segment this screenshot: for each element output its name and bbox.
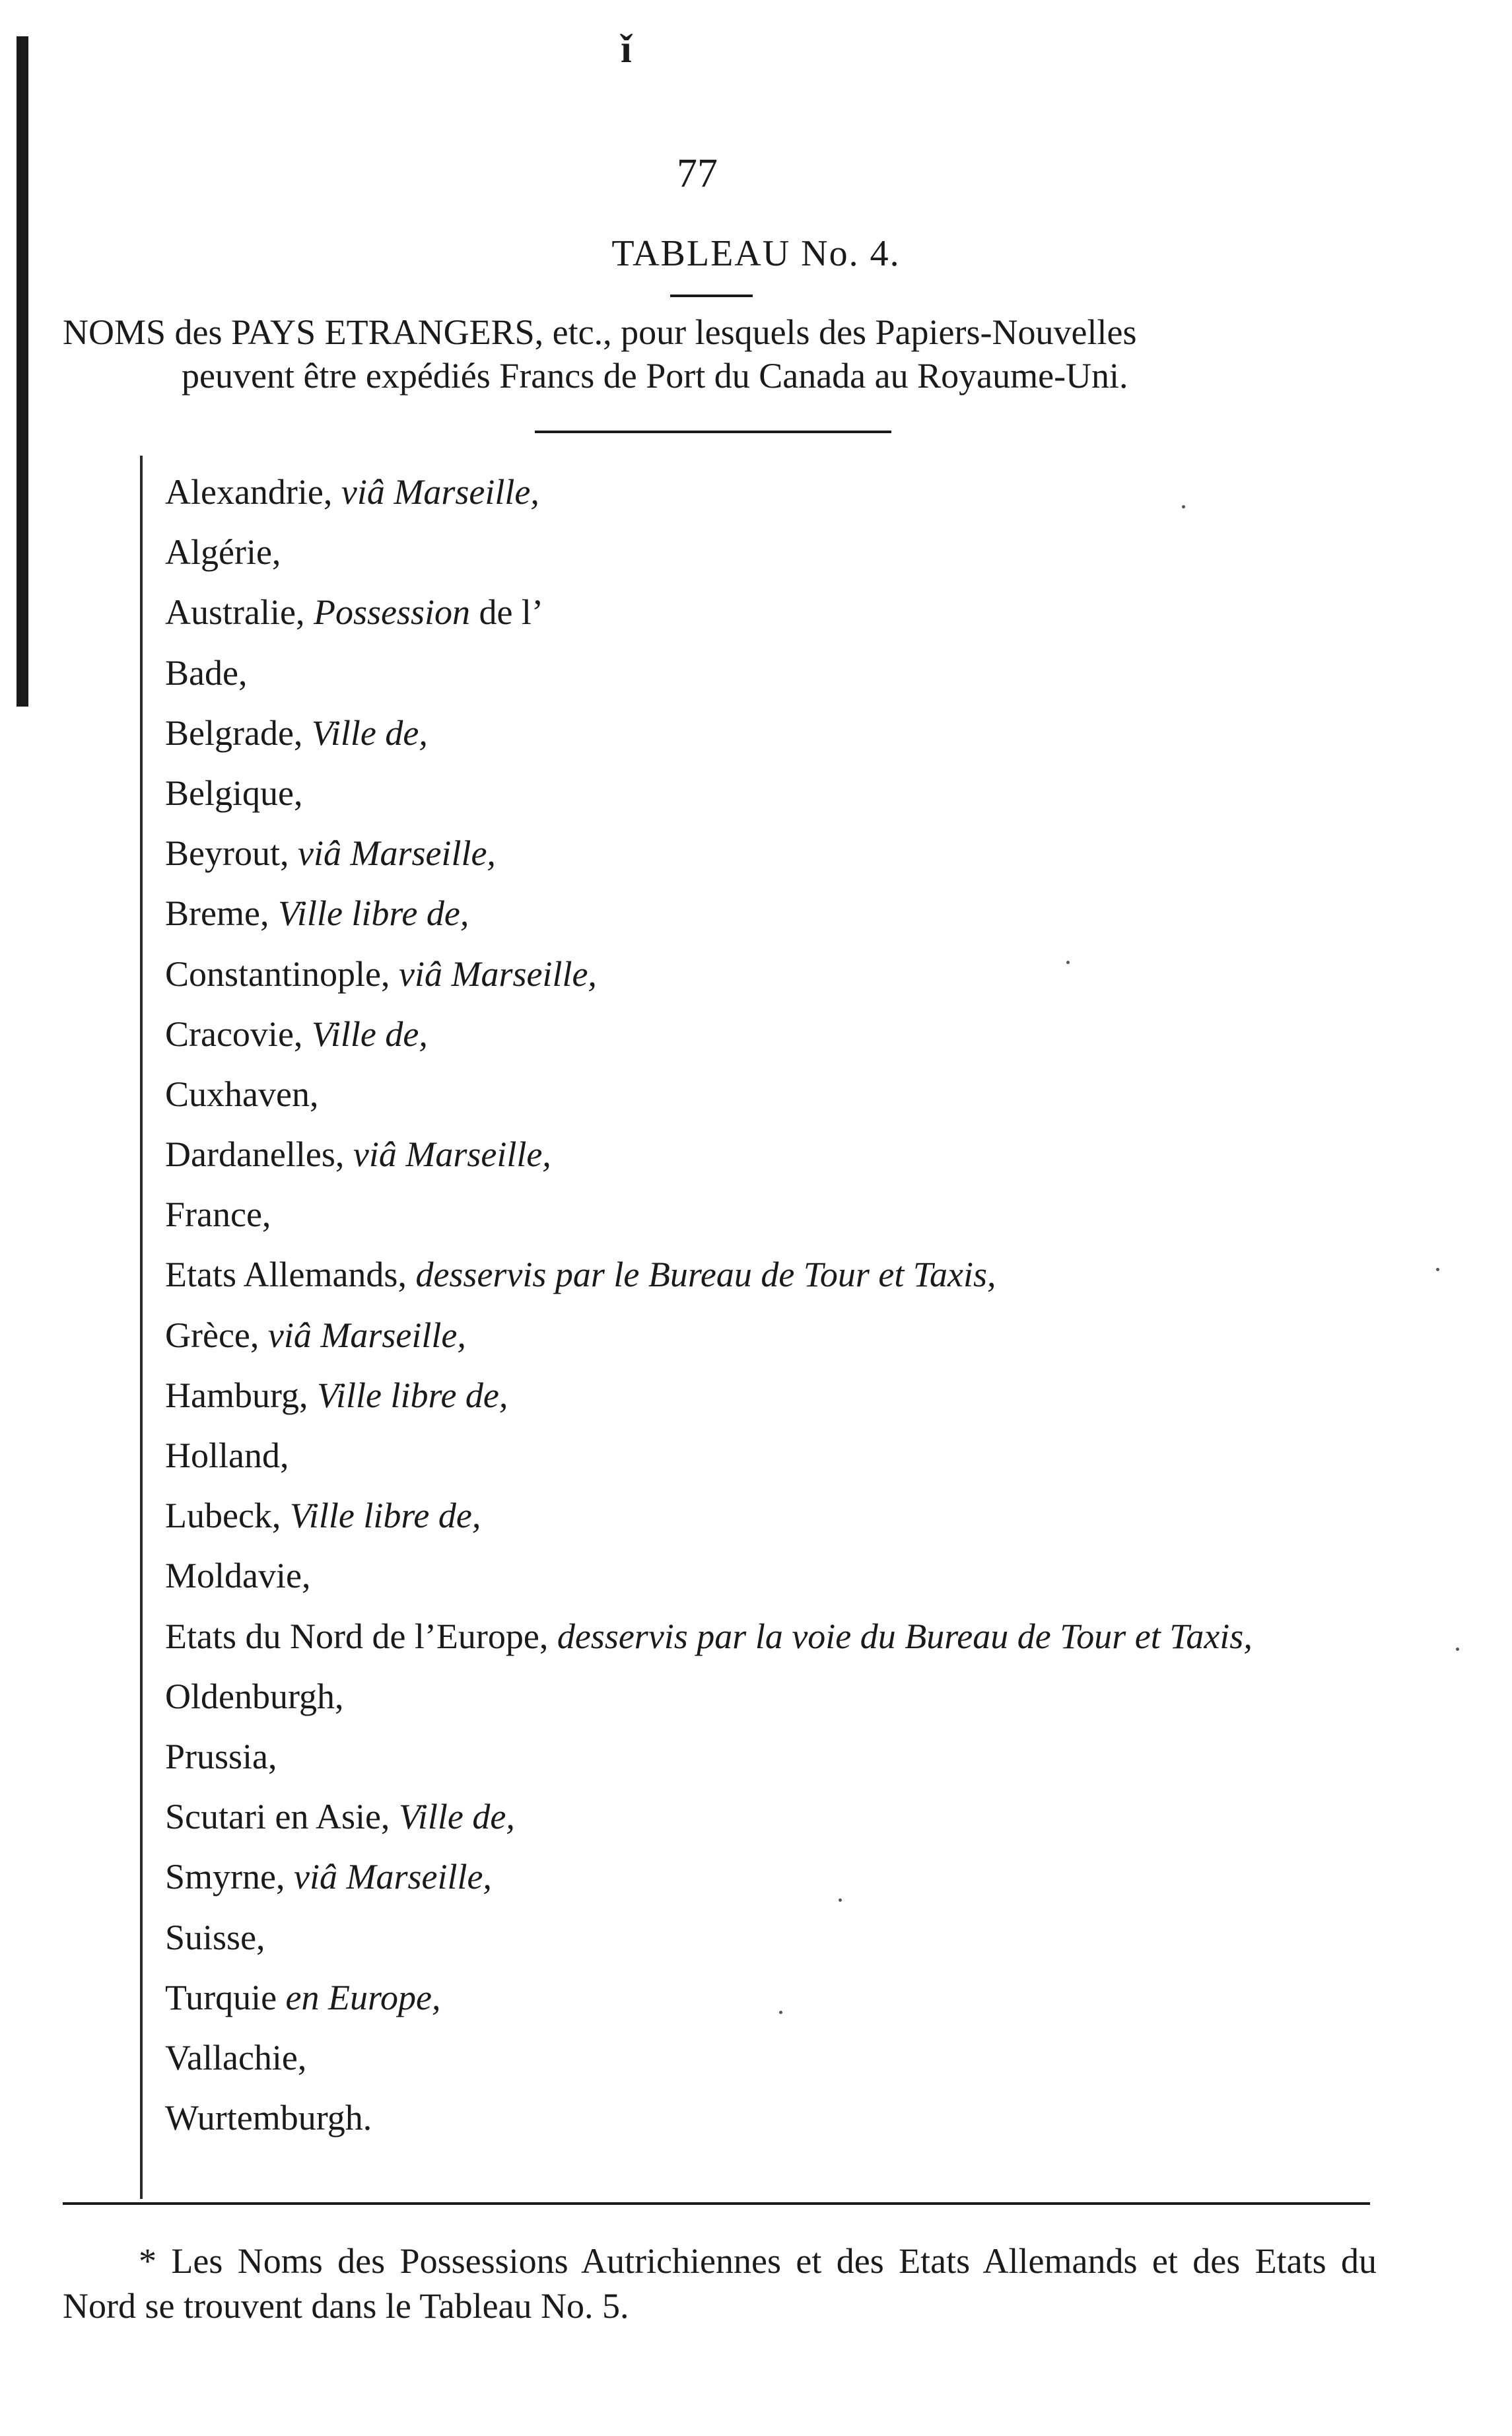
country-entry (165, 643, 1253, 703)
country-note: viâ Marseille, (267, 1315, 466, 1355)
country-entry (165, 1185, 1253, 1245)
country-note: viâ Marseille, (341, 472, 539, 512)
country-name: Scutari en Asie, (165, 1797, 390, 1837)
country-name: Cuxhaven, (165, 1074, 319, 1114)
page-number: 77 (677, 151, 718, 196)
country-note: Ville de, (311, 1014, 428, 1054)
bottom-rule (63, 2202, 1370, 2205)
country-name: Dardanelles, (165, 1134, 345, 1175)
country-entry (165, 1667, 1253, 1727)
table-title: TABLEAU No. 4. (611, 233, 901, 274)
country-entry (165, 1245, 1253, 1305)
country-name: Moldavie, (165, 1556, 311, 1596)
footnote: * Les Noms des Possessions Autrichiennes et des Etats Allemands et des Etats du Nord se trouvent dans le Tableau No. 5. (63, 2241, 1377, 2326)
country-note: Ville de, (311, 713, 428, 753)
country-name: Beyrout, (165, 833, 289, 874)
country-entry (165, 1004, 1253, 1064)
country-name: Turquie (165, 1977, 277, 2017)
country-entry (165, 2028, 1253, 2088)
country-entry (165, 1787, 1253, 1847)
country-note: viâ Marseille, (398, 954, 597, 994)
country-name: Etats Allemands, (165, 1255, 407, 1295)
print-speck (1066, 961, 1070, 964)
country-entry (165, 462, 1253, 522)
country-name: France, (165, 1195, 271, 1235)
country-name: Suisse, (165, 1917, 265, 1957)
heading-rule (535, 431, 891, 433)
table-heading (63, 310, 1377, 398)
print-speck (1182, 505, 1185, 508)
country-entry (165, 1847, 1253, 1907)
country-name: Alexandrie, (165, 472, 333, 512)
country-entry (165, 522, 1253, 582)
country-entry (165, 1125, 1253, 1185)
country-name: Wurtemburgh. (165, 2098, 372, 2138)
print-speck (779, 2011, 782, 2014)
country-entry (165, 1366, 1253, 1426)
list-left-rule (140, 456, 143, 2199)
country-entry (165, 1607, 1253, 1667)
country-list (165, 462, 1253, 2148)
country-entry (165, 1727, 1253, 1787)
country-note: Possession (313, 592, 470, 633)
country-entry (165, 2088, 1253, 2148)
country-name: Belgrade, (165, 713, 303, 753)
scan-edge-bar (17, 36, 28, 707)
country-entry (165, 1908, 1253, 1968)
country-note: Ville libre de, (316, 1375, 508, 1415)
country-name: Constantinople, (165, 954, 390, 994)
country-name: Smyrne, (165, 1857, 285, 1897)
country-name: Grèce, (165, 1315, 259, 1355)
country-note: desservis par le Bureau de Tour et Taxis, (415, 1255, 996, 1295)
page-mark: ǐ (621, 27, 632, 71)
heading-line-2: peuvent être expédiés Francs de Port du Canada au Royaume-Uni. (182, 356, 1128, 396)
country-note: desservis par la voie du Bureau de Tour et Taxis, (557, 1616, 1253, 1656)
country-name: Breme, (165, 893, 269, 934)
country-note: viâ Marseille, (294, 1857, 492, 1897)
country-name: Bade, (165, 652, 248, 693)
country-name: Vallachie, (165, 2037, 307, 2077)
country-name: Oldenburgh, (165, 1676, 344, 1716)
country-entry (165, 582, 1253, 643)
country-note-tail: de l’ (469, 592, 543, 633)
country-entry (165, 1426, 1253, 1486)
print-speck (1456, 1648, 1459, 1651)
country-note: Ville libre de, (289, 1496, 481, 1536)
print-speck (1436, 1268, 1439, 1271)
country-entry (165, 884, 1253, 944)
country-entry (165, 763, 1253, 823)
country-entry (165, 1486, 1253, 1546)
country-entry (165, 1546, 1253, 1606)
country-entry (165, 1968, 1253, 2028)
title-rule (670, 295, 753, 297)
country-name: Etats du Nord de l’Europe, (165, 1616, 549, 1656)
print-speck (839, 1898, 842, 1902)
heading-line-1: NOMS des PAYS ETRANGERS, etc., pour lesquels des Papiers-Nouvelles (63, 312, 1137, 352)
country-note: viâ Marseille, (353, 1134, 551, 1175)
country-note: Ville libre de, (277, 893, 469, 934)
country-note: en Europe, (285, 1977, 441, 2017)
country-entry (165, 1064, 1253, 1125)
country-note: Ville de, (398, 1797, 515, 1837)
country-entry (165, 944, 1253, 1004)
country-name: Lubeck, (165, 1496, 281, 1536)
country-name: Algérie, (165, 532, 281, 573)
country-entry (165, 703, 1253, 763)
country-name: Prussia, (165, 1736, 277, 1776)
country-name: Australie, (165, 592, 305, 633)
country-note: viâ Marseille, (297, 833, 496, 874)
country-name: Cracovie, (165, 1014, 303, 1054)
country-entry (165, 823, 1253, 884)
country-entry (165, 1305, 1253, 1366)
country-name: Hamburg, (165, 1375, 308, 1415)
country-name: Belgique, (165, 773, 303, 813)
country-name: Holland, (165, 1436, 289, 1475)
